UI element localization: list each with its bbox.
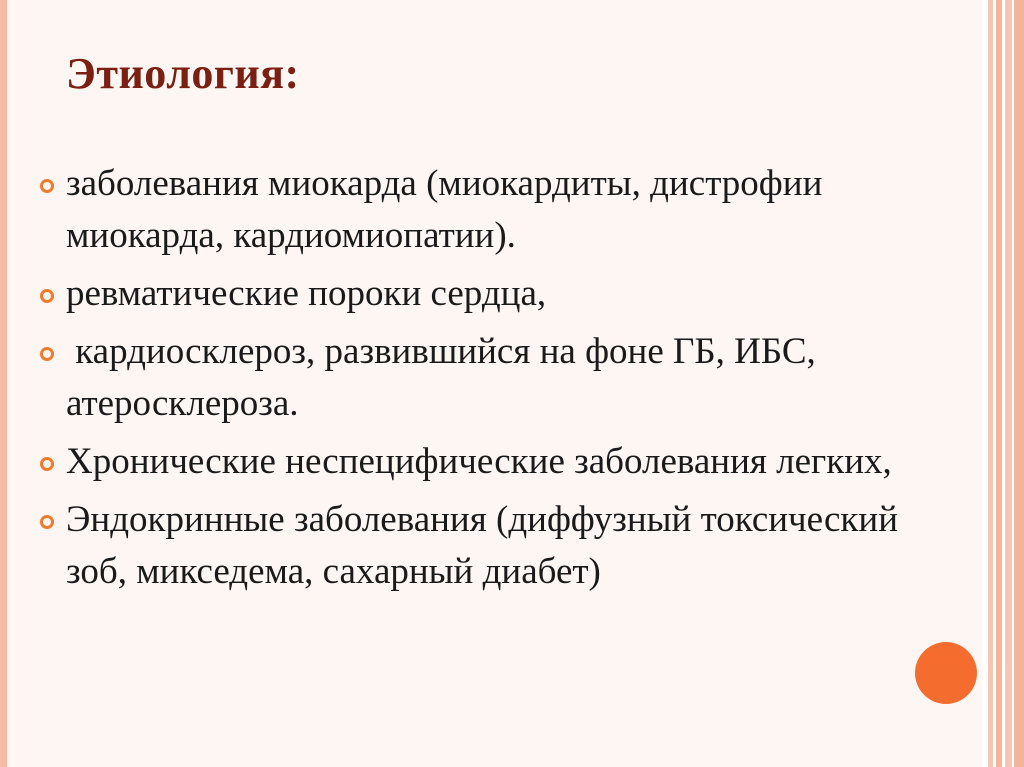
ring-bullet-icon [40, 347, 54, 361]
list-item-text: кардиосклероз, развившийся на фоне ГБ, ИБС, атеросклероза. [66, 331, 826, 424]
list-item [40, 494, 950, 598]
ring-bullet-icon [40, 457, 54, 471]
list-item [40, 268, 950, 320]
list-item [40, 436, 950, 488]
left-border [0, 0, 7, 767]
right-stripes-decoration [982, 0, 1024, 767]
list-item-text: Эндокринные заболевания (диффузный токсический зоб, микседема, сахарный диабет) [66, 499, 898, 592]
list-item-text: заболевания миокарда (миокардиты, дистрофии миокарда, кардиомиопатии). [66, 163, 823, 256]
ring-bullet-icon [40, 289, 54, 303]
bullet-list [40, 158, 950, 604]
list-item [40, 326, 950, 430]
list-item-text: Хронические неспецифические заболевания легких, [66, 441, 892, 482]
list-item [40, 158, 950, 262]
list-item-text: ревматические пороки сердца, [66, 273, 547, 314]
ring-bullet-icon [40, 179, 54, 193]
ring-bullet-icon [40, 515, 54, 529]
slide-title: Этиология: [66, 49, 300, 98]
orange-circle-icon [915, 642, 977, 704]
